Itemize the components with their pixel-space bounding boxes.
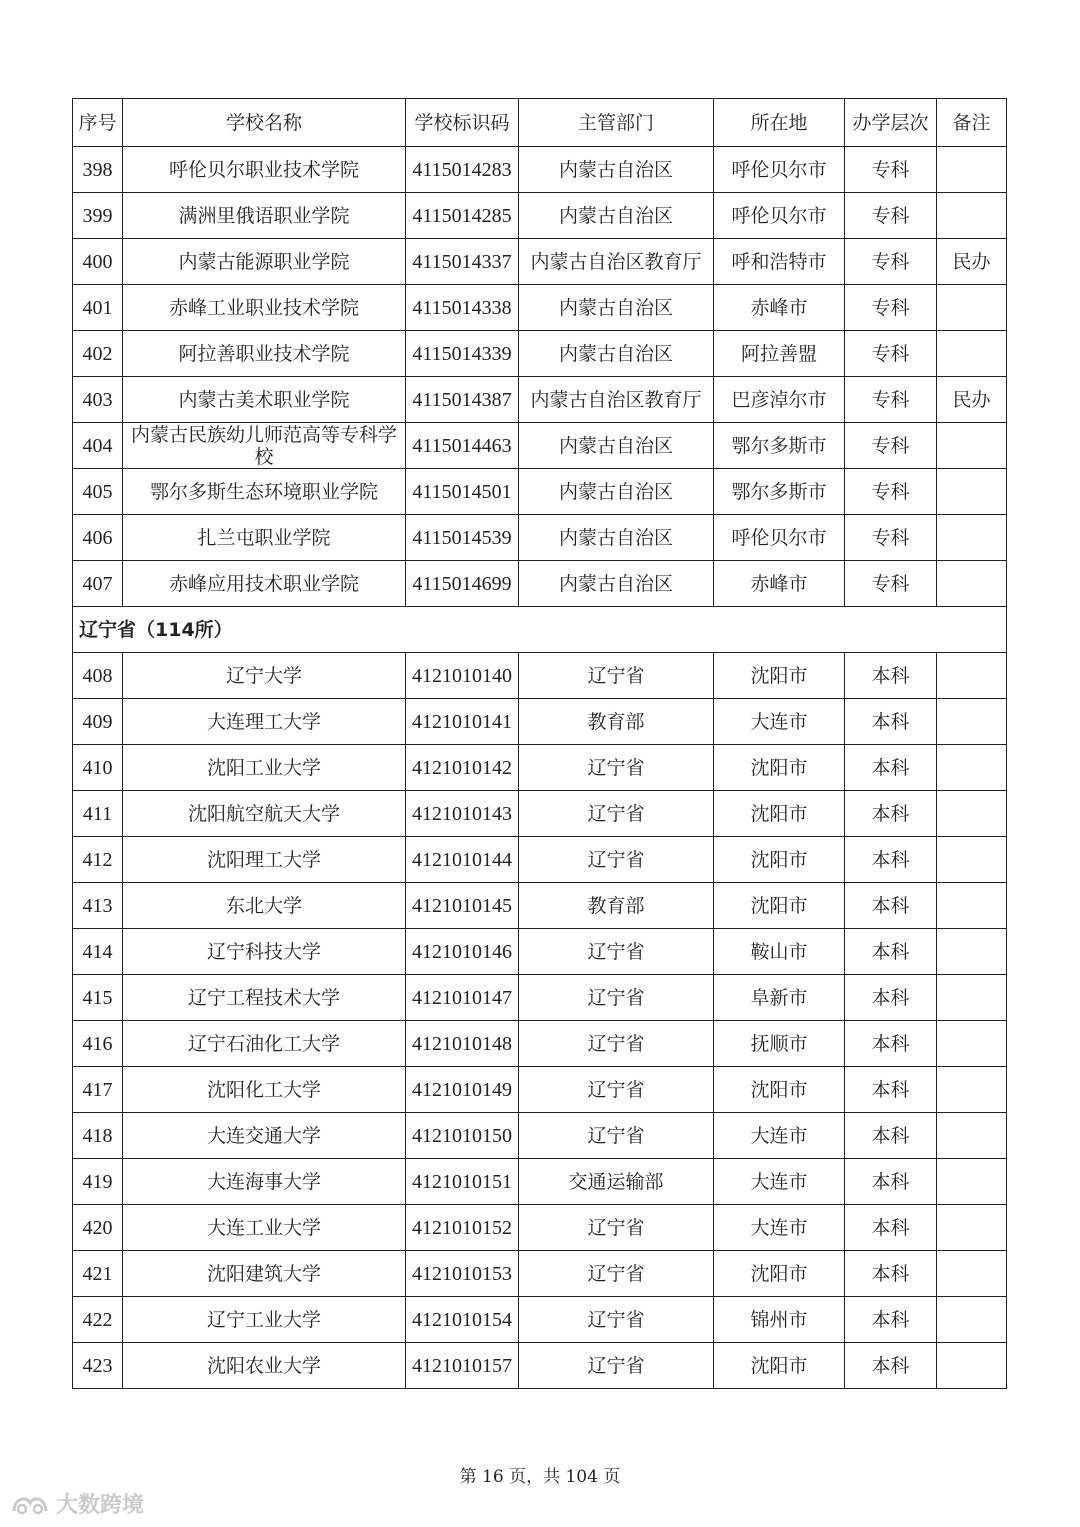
row-index-cell: 418 [73, 1113, 123, 1159]
province-heading-row [73, 607, 1007, 653]
school-name-cell: 沈阳理工大学 [123, 837, 406, 883]
row-index-cell: 422 [73, 1297, 123, 1343]
level-cell: 专科 [845, 331, 937, 377]
location-cell: 大连市 [714, 1113, 845, 1159]
school-code-cell: 4121010153 [406, 1251, 519, 1297]
school-code-cell: 4115014463 [406, 423, 519, 469]
row-index-cell: 411 [73, 791, 123, 837]
level-cell: 专科 [845, 285, 937, 331]
table-row [73, 331, 1007, 377]
school-code-cell: 4121010150 [406, 1113, 519, 1159]
row-index-cell: 421 [73, 1251, 123, 1297]
table-row [73, 699, 1007, 745]
header-index: 序号 [73, 99, 123, 147]
table-row [73, 1113, 1007, 1159]
row-index-cell: 409 [73, 699, 123, 745]
location-cell: 沈阳市 [714, 1343, 845, 1389]
department-cell: 内蒙古自治区 [519, 193, 714, 239]
location-cell: 大连市 [714, 1159, 845, 1205]
department-cell: 内蒙古自治区教育厅 [519, 239, 714, 285]
department-cell: 内蒙古自治区 [519, 515, 714, 561]
school-code-cell: 4115014539 [406, 515, 519, 561]
location-cell: 阿拉善盟 [714, 331, 845, 377]
location-cell: 鄂尔多斯市 [714, 423, 845, 469]
remarks-cell [937, 1205, 1007, 1251]
department-cell: 辽宁省 [519, 653, 714, 699]
school-code-cell: 4121010142 [406, 745, 519, 791]
school-name-cell: 辽宁科技大学 [123, 929, 406, 975]
department-cell: 辽宁省 [519, 1067, 714, 1113]
level-cell: 专科 [845, 239, 937, 285]
table-body-liaoning [73, 653, 1007, 1389]
level-cell: 专科 [845, 561, 937, 607]
remarks-cell [937, 929, 1007, 975]
department-cell: 辽宁省 [519, 929, 714, 975]
school-code-cell: 4121010140 [406, 653, 519, 699]
location-cell: 沈阳市 [714, 837, 845, 883]
school-code-cell: 4121010154 [406, 1297, 519, 1343]
level-cell: 专科 [845, 469, 937, 515]
location-cell: 鞍山市 [714, 929, 845, 975]
school-code-cell: 4115014339 [406, 331, 519, 377]
level-cell: 专科 [845, 377, 937, 423]
school-code-cell: 4115014285 [406, 193, 519, 239]
school-name-cell: 赤峰应用技术职业学院 [123, 561, 406, 607]
location-cell: 呼伦贝尔市 [714, 515, 845, 561]
level-cell: 专科 [845, 423, 937, 469]
school-name-cell: 阿拉善职业技术学院 [123, 331, 406, 377]
remarks-cell [937, 193, 1007, 239]
location-cell: 沈阳市 [714, 745, 845, 791]
level-cell: 专科 [845, 193, 937, 239]
location-cell: 呼伦贝尔市 [714, 193, 845, 239]
level-cell: 专科 [845, 147, 937, 193]
school-code-cell: 4121010143 [406, 791, 519, 837]
school-name-cell: 大连海事大学 [123, 1159, 406, 1205]
location-cell: 大连市 [714, 1205, 845, 1251]
level-cell: 本科 [845, 929, 937, 975]
location-cell: 鄂尔多斯市 [714, 469, 845, 515]
header-level: 办学层次 [845, 99, 937, 147]
row-index-cell: 403 [73, 377, 123, 423]
row-index-cell: 405 [73, 469, 123, 515]
header-department: 主管部门 [519, 99, 714, 147]
department-cell: 内蒙古自治区 [519, 469, 714, 515]
school-code-cell: 4121010141 [406, 699, 519, 745]
school-name-cell: 沈阳工业大学 [123, 745, 406, 791]
department-cell: 教育部 [519, 699, 714, 745]
location-cell: 赤峰市 [714, 285, 845, 331]
table-row [73, 147, 1007, 193]
department-cell: 内蒙古自治区 [519, 285, 714, 331]
location-cell: 呼和浩特市 [714, 239, 845, 285]
row-index-cell: 419 [73, 1159, 123, 1205]
remarks-cell [937, 1343, 1007, 1389]
remarks-cell [937, 699, 1007, 745]
school-name-cell: 扎兰屯职业学院 [123, 515, 406, 561]
location-cell: 沈阳市 [714, 883, 845, 929]
table-row [73, 423, 1007, 469]
table-header-row [73, 99, 1007, 147]
level-cell: 本科 [845, 1297, 937, 1343]
level-cell: 本科 [845, 883, 937, 929]
department-cell: 辽宁省 [519, 1343, 714, 1389]
province-section [73, 607, 1007, 653]
watermark-text: 大数跨境 [56, 1493, 145, 1518]
location-cell: 沈阳市 [714, 1067, 845, 1113]
table-row [73, 653, 1007, 699]
level-cell: 本科 [845, 1113, 937, 1159]
row-index-cell: 416 [73, 1021, 123, 1067]
school-name-cell: 沈阳化工大学 [123, 1067, 406, 1113]
level-cell: 本科 [845, 1205, 937, 1251]
row-index-cell: 408 [73, 653, 123, 699]
department-cell: 辽宁省 [519, 791, 714, 837]
school-name-cell: 满洲里俄语职业学院 [123, 193, 406, 239]
table-row [73, 1067, 1007, 1113]
remarks-cell [937, 1251, 1007, 1297]
remarks-cell [937, 837, 1007, 883]
department-cell: 辽宁省 [519, 1251, 714, 1297]
department-cell: 辽宁省 [519, 975, 714, 1021]
location-cell: 呼伦贝尔市 [714, 147, 845, 193]
location-cell: 沈阳市 [714, 791, 845, 837]
level-cell: 本科 [845, 837, 937, 883]
school-code-cell: 4115014387 [406, 377, 519, 423]
row-index-cell: 412 [73, 837, 123, 883]
remarks-cell [937, 285, 1007, 331]
department-cell: 内蒙古自治区 [519, 561, 714, 607]
school-name-cell: 大连交通大学 [123, 1113, 406, 1159]
location-cell: 巴彦淖尔市 [714, 377, 845, 423]
school-code-cell: 4121010149 [406, 1067, 519, 1113]
remarks-cell [937, 1067, 1007, 1113]
location-cell: 大连市 [714, 699, 845, 745]
level-cell: 本科 [845, 699, 937, 745]
table-row [73, 285, 1007, 331]
school-name-cell: 东北大学 [123, 883, 406, 929]
table-row [73, 239, 1007, 285]
remarks-cell [937, 975, 1007, 1021]
school-name-cell: 大连工业大学 [123, 1205, 406, 1251]
table-row [73, 1159, 1007, 1205]
school-code-cell: 4115014501 [406, 469, 519, 515]
remarks-cell [937, 1113, 1007, 1159]
school-name-cell: 沈阳建筑大学 [123, 1251, 406, 1297]
school-name-cell: 沈阳农业大学 [123, 1343, 406, 1389]
remarks-cell [937, 1159, 1007, 1205]
school-name-cell: 内蒙古美术职业学院 [123, 377, 406, 423]
remarks-cell [937, 331, 1007, 377]
school-code-cell: 4121010145 [406, 883, 519, 929]
header-remarks: 备注 [937, 99, 1007, 147]
level-cell: 本科 [845, 1251, 937, 1297]
remarks-cell [937, 469, 1007, 515]
school-name-cell: 辽宁石油化工大学 [123, 1021, 406, 1067]
table-row [73, 469, 1007, 515]
location-cell: 沈阳市 [714, 1251, 845, 1297]
table-row [73, 791, 1007, 837]
table-row [73, 1343, 1007, 1389]
row-index-cell: 417 [73, 1067, 123, 1113]
table-row [73, 745, 1007, 791]
row-index-cell: 400 [73, 239, 123, 285]
school-code-cell: 4115014337 [406, 239, 519, 285]
department-cell: 内蒙古自治区 [519, 147, 714, 193]
header-school-code: 学校标识码 [406, 99, 519, 147]
row-index-cell: 401 [73, 285, 123, 331]
department-cell: 辽宁省 [519, 1205, 714, 1251]
header-location: 所在地 [714, 99, 845, 147]
row-index-cell: 402 [73, 331, 123, 377]
school-name-cell: 赤峰工业职业技术学院 [123, 285, 406, 331]
school-name-cell: 辽宁大学 [123, 653, 406, 699]
table-row [73, 883, 1007, 929]
row-index-cell: 407 [73, 561, 123, 607]
school-name-cell: 鄂尔多斯生态环境职业学院 [123, 469, 406, 515]
table-row [73, 975, 1007, 1021]
department-cell: 辽宁省 [519, 1297, 714, 1343]
remarks-cell [937, 423, 1007, 469]
school-name-cell: 辽宁工业大学 [123, 1297, 406, 1343]
department-cell: 内蒙古自治区 [519, 423, 714, 469]
table-row [73, 561, 1007, 607]
school-name-cell: 内蒙古民族幼儿师范高等专科学校 [123, 423, 406, 469]
row-index-cell: 420 [73, 1205, 123, 1251]
school-name-cell: 沈阳航空航天大学 [123, 791, 406, 837]
school-code-cell: 4121010152 [406, 1205, 519, 1251]
school-code-cell: 4121010151 [406, 1159, 519, 1205]
remarks-cell: 民办 [937, 377, 1007, 423]
location-cell: 沈阳市 [714, 653, 845, 699]
school-code-cell: 4121010157 [406, 1343, 519, 1389]
row-index-cell: 410 [73, 745, 123, 791]
remarks-cell [937, 147, 1007, 193]
department-cell: 辽宁省 [519, 745, 714, 791]
table-row [73, 837, 1007, 883]
row-index-cell: 414 [73, 929, 123, 975]
header-school-name: 学校名称 [123, 99, 406, 147]
province-heading: 辽宁省（114所） [73, 607, 1007, 653]
school-code-cell: 4121010144 [406, 837, 519, 883]
school-code-cell: 4121010147 [406, 975, 519, 1021]
level-cell: 本科 [845, 791, 937, 837]
department-cell: 辽宁省 [519, 837, 714, 883]
row-index-cell: 406 [73, 515, 123, 561]
school-code-cell: 4121010146 [406, 929, 519, 975]
table-body-inner-mongolia [73, 147, 1007, 607]
department-cell: 辽宁省 [519, 1021, 714, 1067]
table-row [73, 515, 1007, 561]
remarks-cell [937, 745, 1007, 791]
remarks-cell [937, 1021, 1007, 1067]
table-row [73, 1251, 1007, 1297]
department-cell: 教育部 [519, 883, 714, 929]
level-cell: 本科 [845, 1067, 937, 1113]
level-cell: 本科 [845, 1343, 937, 1389]
department-cell: 辽宁省 [519, 1113, 714, 1159]
department-cell: 内蒙古自治区教育厅 [519, 377, 714, 423]
table-row [73, 929, 1007, 975]
remarks-cell [937, 1297, 1007, 1343]
location-cell: 锦州市 [714, 1297, 845, 1343]
department-cell: 交通运输部 [519, 1159, 714, 1205]
remarks-cell [937, 791, 1007, 837]
table-row [73, 1205, 1007, 1251]
row-index-cell: 423 [73, 1343, 123, 1389]
remarks-cell [937, 883, 1007, 929]
school-code-cell: 4115014338 [406, 285, 519, 331]
logo-icon [10, 1491, 50, 1517]
school-name-cell: 大连理工大学 [123, 699, 406, 745]
row-index-cell: 413 [73, 883, 123, 929]
row-index-cell: 399 [73, 193, 123, 239]
school-name-cell: 内蒙古能源职业学院 [123, 239, 406, 285]
table-row [73, 1021, 1007, 1067]
level-cell: 本科 [845, 745, 937, 791]
level-cell: 本科 [845, 653, 937, 699]
remarks-cell [937, 561, 1007, 607]
location-cell: 赤峰市 [714, 561, 845, 607]
location-cell: 阜新市 [714, 975, 845, 1021]
row-index-cell: 398 [73, 147, 123, 193]
table-row [73, 377, 1007, 423]
remarks-cell [937, 515, 1007, 561]
schools-table [72, 98, 1007, 1389]
level-cell: 本科 [845, 975, 937, 1021]
watermark [10, 1488, 144, 1519]
school-name-cell: 辽宁工程技术大学 [123, 975, 406, 1021]
row-index-cell: 404 [73, 423, 123, 469]
location-cell: 抚顺市 [714, 1021, 845, 1067]
level-cell: 本科 [845, 1159, 937, 1205]
school-name-cell: 呼伦贝尔职业技术学院 [123, 147, 406, 193]
level-cell: 专科 [845, 515, 937, 561]
remarks-cell [937, 653, 1007, 699]
school-code-cell: 4115014699 [406, 561, 519, 607]
row-index-cell: 415 [73, 975, 123, 1021]
remarks-cell: 民办 [937, 239, 1007, 285]
school-code-cell: 4121010148 [406, 1021, 519, 1067]
level-cell: 本科 [845, 1021, 937, 1067]
page-footer: 第 16 页，共 104 页 [459, 1467, 621, 1487]
department-cell: 内蒙古自治区 [519, 331, 714, 377]
school-code-cell: 4115014283 [406, 147, 519, 193]
table-row [73, 1297, 1007, 1343]
table-row [73, 193, 1007, 239]
